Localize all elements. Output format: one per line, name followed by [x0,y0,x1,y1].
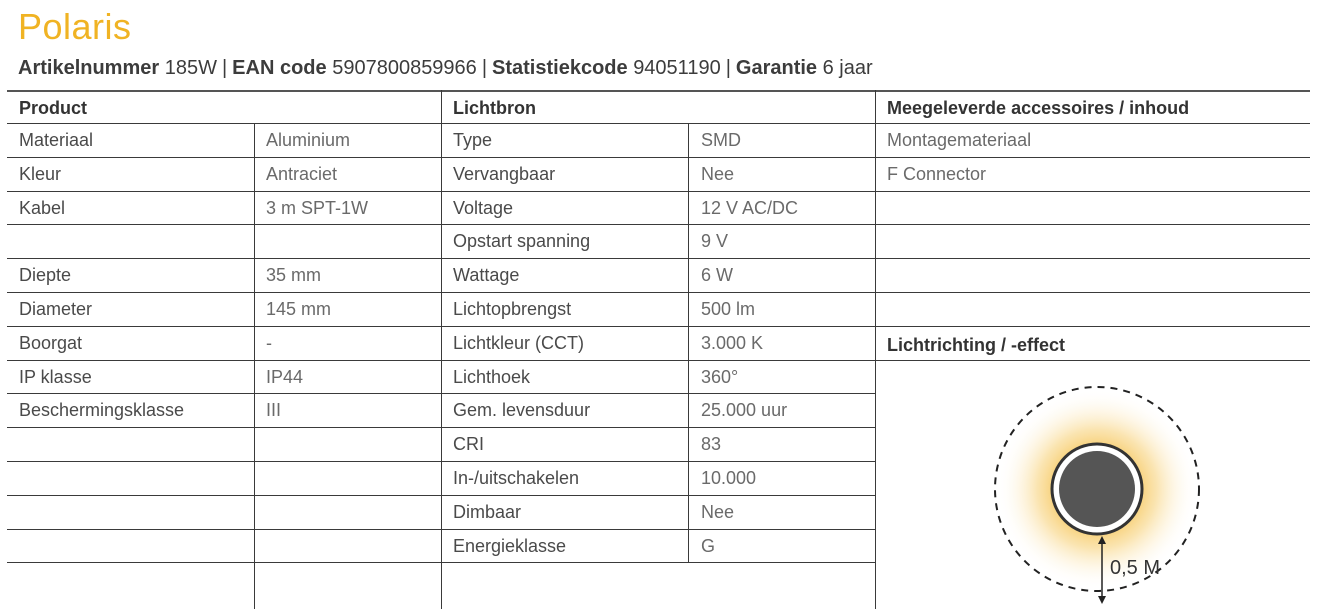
row-divider [875,292,1310,293]
lichtbron-spec-value: Nee [701,502,735,522]
lichtbron-spec-value: SMD [701,130,741,150]
product-spec-value: Aluminium [266,130,351,150]
product-spec-value: 145 mm [266,299,332,319]
product-spec-label: IP klasse [19,367,92,387]
column-divider [254,124,255,609]
distance-label: 0,5 M [1110,557,1161,579]
product-spec-value: 3 m SPT-1W [266,198,369,218]
product-spec-value: III [266,400,282,420]
lichtbron-spec-label: Type [453,130,493,150]
warranty-label: Garantie [735,57,818,79]
row-divider [875,258,1310,259]
product-spec-label: Boorgat [19,333,83,353]
distance-arrow-head-bottom [1098,596,1106,604]
lichtbron-spec-value: G [701,536,716,556]
article-number-label: Artikelnummer [18,57,160,79]
lichtbron-spec-value: 83 [701,434,722,454]
row-divider [875,224,1310,225]
fixture-body [1059,451,1135,527]
product-meta-line: Artikelnummer 185W | EAN code 5907800859966 | Statistiekcode 94051190 | Garantie 6 jaar [18,57,873,79]
product-spec-label: Materiaal [19,130,94,150]
column-divider [441,90,442,609]
product-spec-label: Diameter [19,299,93,319]
ean-code-label: EAN code [232,57,327,79]
lichtbron-spec-label: Lichtopbrengst [453,299,572,319]
product-spec-value: 35 mm [266,265,322,285]
lichtbron-spec-label: Energieklasse [453,536,567,556]
row-divider [875,191,1310,192]
lichtbron-spec-value: 6 W [701,265,734,285]
lichtbron-spec-label: Lichthoek [453,367,531,387]
article-number-value: 185W [164,57,217,79]
ean-code-value: 5907800859966 [332,57,477,79]
row-divider [875,360,1310,361]
lichtbron-spec-label: Voltage [453,198,514,218]
statistics-code-label: Statistiekcode [492,57,628,79]
lichtbron-spec-label: Gem. levensduur [453,400,591,420]
lichtbron-spec-label: In-/uitschakelen [453,468,580,488]
accessory-item: F Connector [887,164,987,184]
lichtbron-header: Lichtbron [453,98,536,118]
statistics-code-value: 94051190 [633,57,721,79]
column-divider [875,90,876,609]
lichtbron-spec-label: Lichtkleur (CCT) [453,333,585,353]
lichtbron-spec-label: Wattage [453,265,520,285]
accessories-header: Meegeleverde accessoires / inhoud [887,98,1190,118]
product-spec-label: Diepte [19,265,72,285]
header-divider [7,123,1310,124]
lichtbron-spec-value: Nee [701,164,735,184]
light-direction-header: Lichtrichting / -effect [887,335,1066,355]
product-spec-label: Beschermingsklasse [19,400,185,420]
lichtbron-spec-label: Vervangbaar [453,164,556,184]
product-spec-value: IP44 [266,367,304,387]
lichtbron-spec-value: 500 lm [701,299,756,319]
lichtbron-spec-value: 9 V [701,231,729,251]
lichtbron-spec-label: Opstart spanning [453,231,591,251]
lichtbron-spec-label: CRI [453,434,484,454]
lichtbron-spec-value: 360° [701,367,739,387]
accessory-item: Montagemateriaal [887,130,1032,150]
product-spec-label: Kleur [19,164,62,184]
column-divider [688,124,689,563]
lichtbron-spec-value: 3.000 K [701,333,764,353]
lichtbron-spec-value: 25.000 uur [701,400,788,420]
product-header: Product [19,98,88,118]
product-spec-value: Antraciet [266,164,338,184]
row-divider [875,326,1310,327]
product-spec-label: Kabel [19,198,66,218]
light-effect-diagram [986,380,1206,609]
lichtbron-spec-value: 12 V AC/DC [701,198,799,218]
warranty-value: 6 jaar [822,57,873,79]
lichtbron-spec-value: 10.000 [701,468,757,488]
product-spec-value: - [266,333,272,353]
product-title: Polaris [18,6,132,47]
lichtbron-spec-label: Dimbaar [453,502,522,522]
